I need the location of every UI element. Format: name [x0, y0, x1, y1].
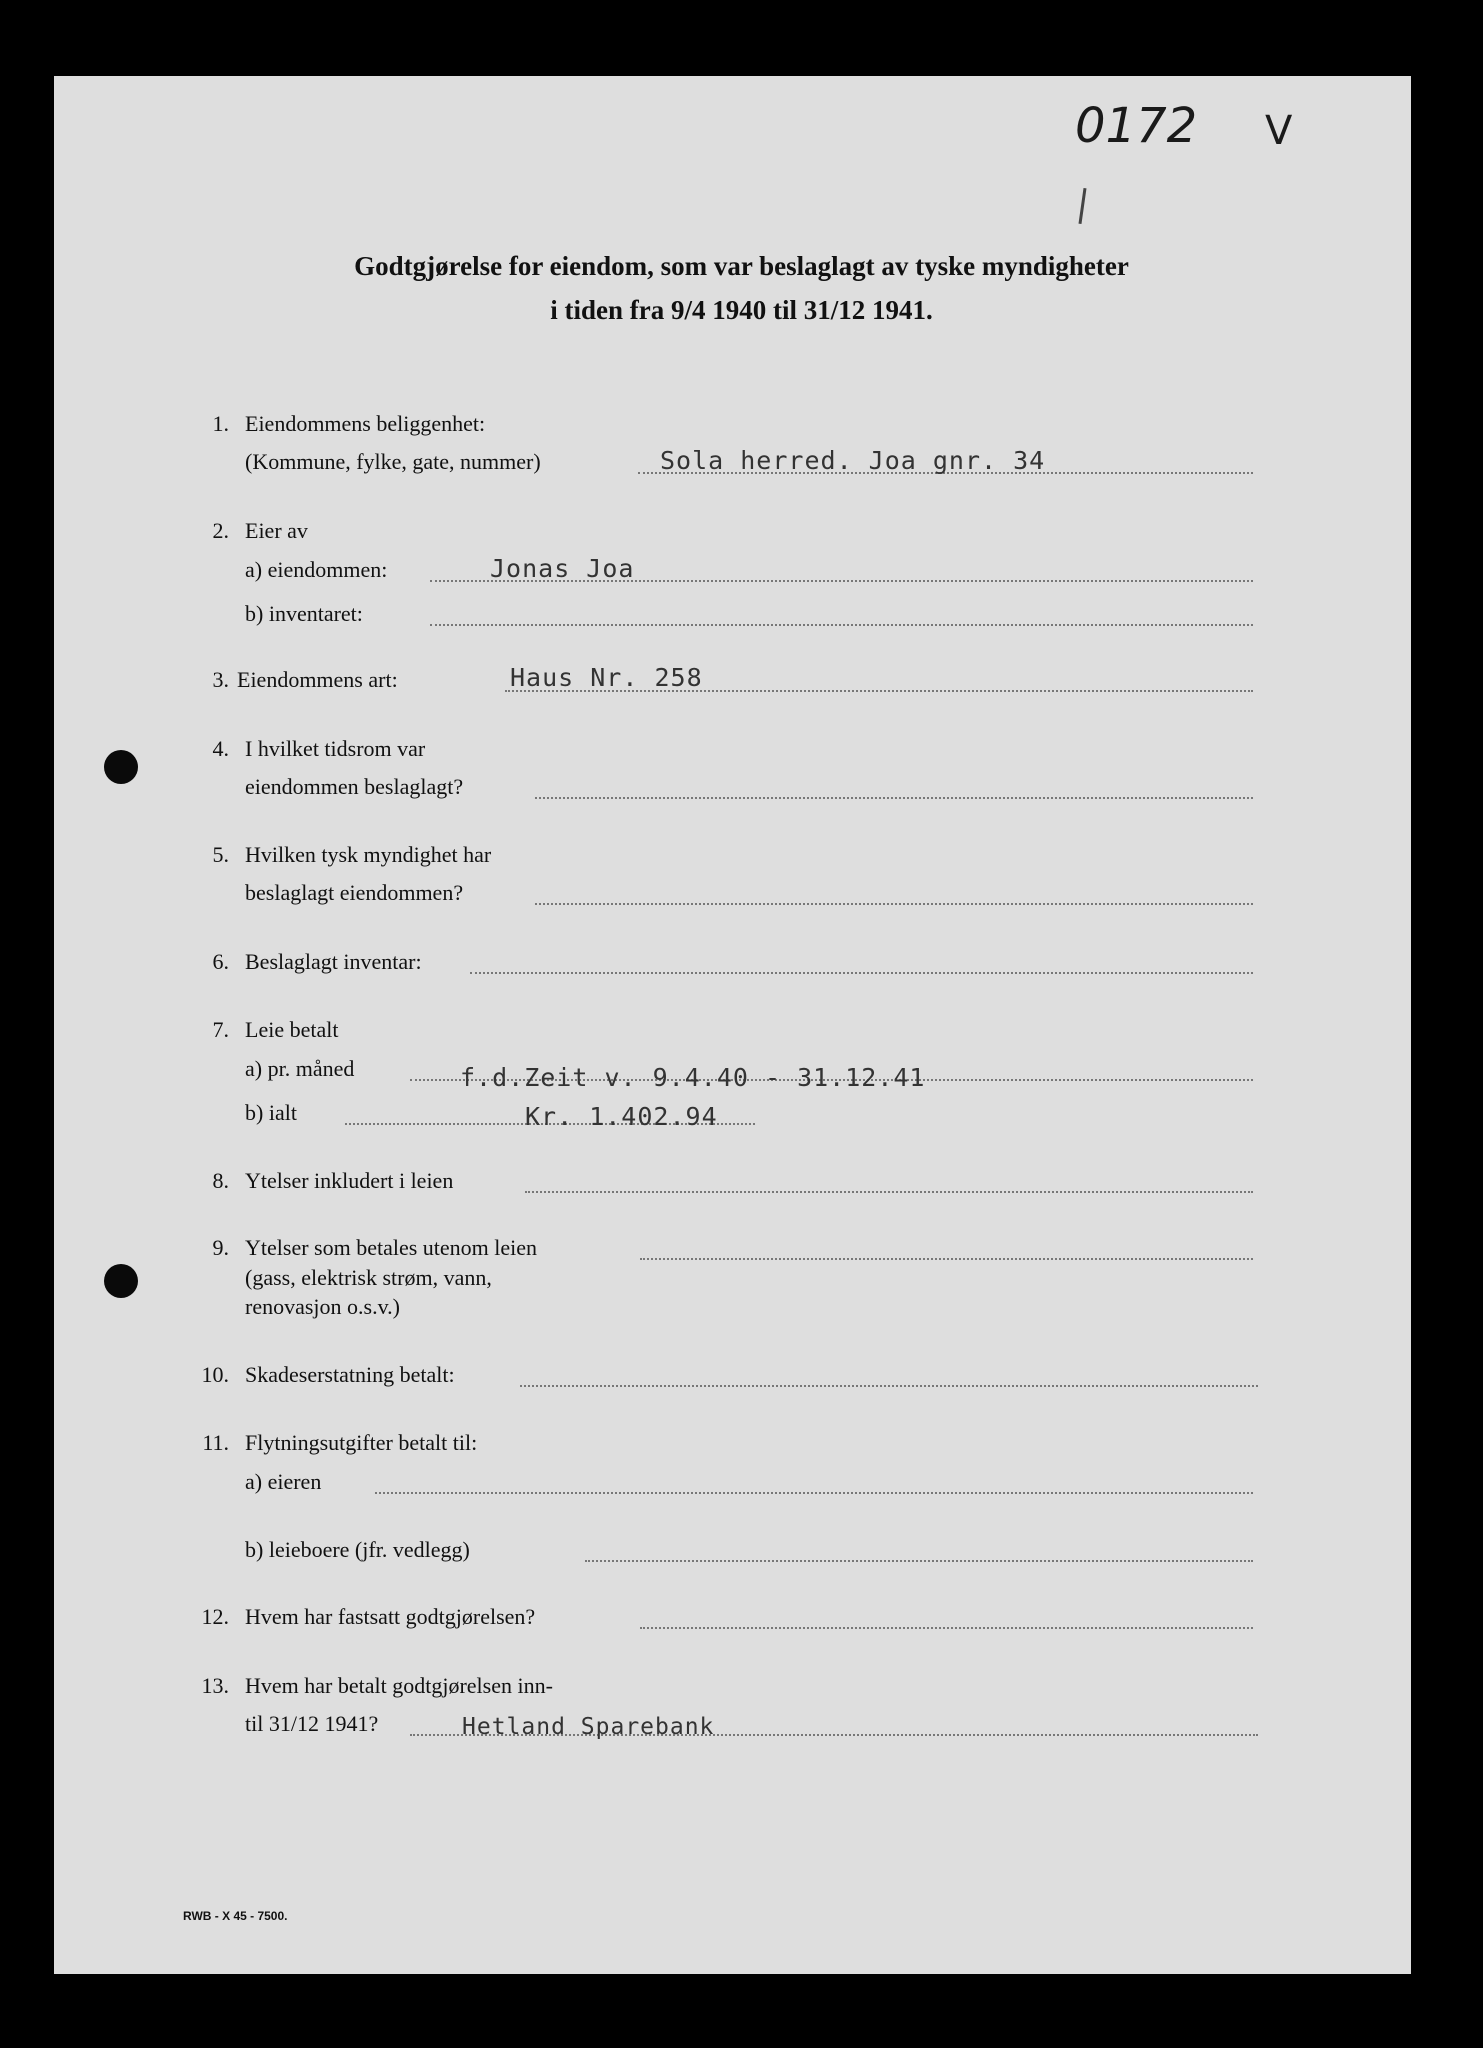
item-7a-label: a) pr. måned: [245, 1056, 355, 1081]
item-11b-label: b) leieboere (jfr. vedlegg): [245, 1537, 470, 1562]
item-12-line: [640, 1627, 1253, 1629]
item-11a-line: [375, 1492, 1253, 1494]
item-9-sublabel-2: renovasjon o.s.v.): [245, 1294, 400, 1319]
item-8-label: Ytelser inkludert i leien: [245, 1168, 454, 1193]
item-1-value: Sola herred. Joa gnr. 34: [660, 446, 1046, 475]
item-13-sublabel: til 31/12 1941?: [245, 1711, 379, 1736]
punch-hole-top: [104, 750, 138, 784]
archive-number: 0172: [1075, 98, 1198, 154]
check-mark: V: [1265, 108, 1293, 154]
item-3-value: Haus Nr. 258: [510, 663, 703, 692]
item-1-label: Eiendommens beliggenhet:: [245, 411, 486, 436]
item-2-number: 2.: [212, 518, 229, 543]
item-4-sublabel: eiendommen beslaglagt?: [245, 774, 464, 799]
item-7b-label: b) ialt: [245, 1100, 297, 1125]
form-title-line1: Godtgjørelse for eiendom, som var beslaglagt av tyske myndigheter: [354, 251, 1129, 281]
item-6-number: 6.: [212, 949, 229, 974]
item-5-label: Hvilken tysk myndighet har: [245, 842, 492, 867]
item-11-number: 11.: [202, 1430, 229, 1455]
form-title-line2: i tiden fra 9/4 1940 til 31/12 1941.: [550, 295, 933, 325]
item-6-label: Beslaglagt inventar:: [245, 949, 422, 974]
item-13-label: Hvem har betalt godtgjørelsen inn-: [245, 1673, 553, 1698]
item-9-label: Ytelser som betales utenom leien: [245, 1235, 538, 1260]
item-3-label: Eiendommens art:: [237, 667, 398, 692]
item-2a-label: a) eiendommen:: [245, 557, 388, 582]
item-10-label: Skadeserstatning betalt:: [245, 1362, 455, 1387]
item-4-number: 4.: [212, 736, 229, 761]
item-7b-value: Kr. 1.402.94: [525, 1102, 718, 1131]
item-13-number: 13.: [201, 1673, 229, 1698]
item-5-number: 5.: [212, 842, 229, 867]
item-6-line: [470, 972, 1253, 974]
item-2b-label: b) inventaret:: [245, 601, 363, 626]
item-3-number: 3.: [212, 667, 229, 692]
item-2b-line: [430, 624, 1253, 626]
item-12-number: 12.: [201, 1604, 229, 1629]
punch-hole-bottom: [104, 1264, 138, 1298]
print-code: RWB - X 45 - 7500.: [183, 1909, 288, 1923]
item-5-line: [535, 903, 1253, 905]
item-11b-line: [585, 1560, 1253, 1562]
item-9-line: [640, 1258, 1253, 1260]
item-10-line: [520, 1385, 1258, 1387]
item-8-number: 8.: [212, 1168, 229, 1193]
item-12-label: Hvem har fastsatt godtgjørelsen?: [245, 1604, 536, 1629]
item-9-number: 9.: [212, 1235, 229, 1260]
item-2-label: Eier av: [245, 518, 308, 543]
item-1-number: 1.: [212, 411, 229, 436]
item-5-sublabel: beslaglagt eiendommen?: [245, 880, 464, 905]
item-1-sublabel: (Kommune, fylke, gate, nummer): [245, 449, 541, 474]
item-9-sublabel-1: (gass, elektrisk strøm, vann,: [245, 1265, 492, 1290]
item-4-label: I hvilket tidsrom var: [245, 736, 426, 761]
item-2a-value: Jonas Joa: [490, 554, 635, 583]
item-7a-value: f.d.Zeit v. 9.4.40 - 31.12.41: [460, 1063, 926, 1092]
item-8-line: [525, 1191, 1253, 1193]
item-7-number: 7.: [212, 1017, 229, 1042]
item-13-value: Hetland Sparebank: [462, 1714, 715, 1740]
item-4-line: [535, 797, 1253, 799]
item-11a-label: a) eieren: [245, 1469, 322, 1494]
item-10-number: 10.: [201, 1362, 229, 1387]
item-7-label: Leie betalt: [245, 1017, 339, 1042]
item-11-label: Flytningsutgifter betalt til:: [245, 1430, 478, 1455]
